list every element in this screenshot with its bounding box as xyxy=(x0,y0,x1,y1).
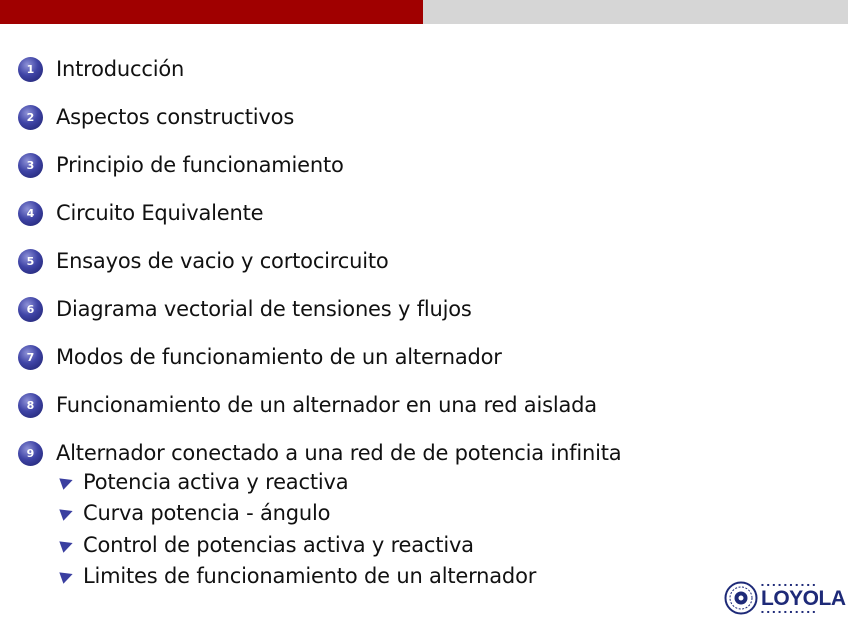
outline-subitem-list xyxy=(18,466,621,592)
outline-item xyxy=(18,292,621,340)
outline-item-label: Funcionamiento de un alternador en una red aislada xyxy=(56,393,597,417)
number-ball-icon: 8 xyxy=(18,393,43,418)
logo-word: LOYOLA xyxy=(761,586,846,610)
outline-subitem-label: Curva potencia - ángulo xyxy=(83,501,331,526)
outline-item-label: Diagrama vectorial de tensiones y flujos xyxy=(56,297,472,321)
outline-subitem xyxy=(61,466,621,498)
university-seal-icon xyxy=(724,581,758,615)
number-ball-icon: 4 xyxy=(18,201,43,226)
outline-item xyxy=(18,148,621,196)
triangle-bullet-icon xyxy=(59,537,74,552)
number-ball-icon: 9 xyxy=(18,441,43,466)
outline-item-label: Introducción xyxy=(56,57,185,81)
outline-item xyxy=(18,196,621,244)
outline-item xyxy=(18,340,621,388)
outline-item-label: Alternador conectado a una red de de potencia infinita xyxy=(56,441,622,465)
number-ball-icon: 5 xyxy=(18,249,43,274)
number-ball-icon: 6 xyxy=(18,297,43,322)
outline-subitem-label: Limites de funcionamiento de un alternador xyxy=(83,564,537,589)
outline-subitem xyxy=(61,561,621,593)
triangle-bullet-icon xyxy=(59,569,74,584)
outline-item xyxy=(18,388,621,436)
number-ball-icon: 2 xyxy=(18,105,43,130)
outline-item-label: Principio de funcionamiento xyxy=(56,153,344,177)
outline-item-label: Circuito Equivalente xyxy=(56,201,264,225)
outline-subitem xyxy=(61,529,621,561)
outline-subitem-label: Control de potencias activa y reactiva xyxy=(83,532,474,557)
number-ball-icon: 7 xyxy=(18,345,43,370)
number-ball-icon: 1 xyxy=(18,57,43,82)
outline-item-label: Modos de funcionamiento de un alternador xyxy=(56,345,502,369)
outline-subitem xyxy=(61,498,621,530)
header-bar-red-segment xyxy=(0,0,423,24)
outline-item-label: Aspectos constructivos xyxy=(56,105,295,129)
outline-item xyxy=(18,436,622,589)
number-ball-icon: 3 xyxy=(18,153,43,178)
outline-item xyxy=(18,244,621,292)
outline-item-label: Ensayos de vacio y cortocircuito xyxy=(56,249,389,273)
outline-list xyxy=(18,52,622,589)
header-bar-gray-segment xyxy=(423,0,848,24)
logo-decor-bottom: ▪▪▪▪▪▪▪▪▪▪ xyxy=(761,608,819,614)
triangle-bullet-icon xyxy=(59,506,74,521)
outline-item xyxy=(18,52,621,100)
header-bar xyxy=(0,0,848,24)
outline-subitem-label: Potencia activa y reactiva xyxy=(83,469,349,494)
triangle-bullet-icon xyxy=(59,474,74,489)
logo-text xyxy=(761,582,846,615)
logo-decor-top: ▪▪▪▪▪▪▪▪▪▪ xyxy=(761,581,819,587)
outline-item xyxy=(18,100,621,148)
loyola-logo xyxy=(724,578,846,618)
